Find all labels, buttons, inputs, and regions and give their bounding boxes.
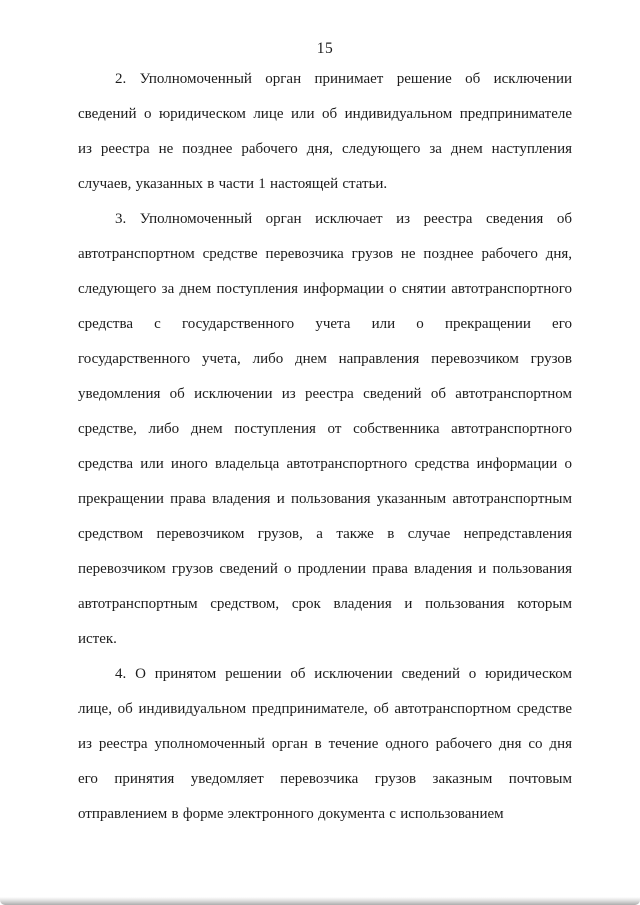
paragraph: [78, 657, 572, 832]
document-line: перевозчиком грузов сведений о продлении права владения и пользования: [78, 561, 572, 577]
document-line: отправлением в форме электронного документа с использованием: [78, 806, 504, 822]
document-line: лице, об индивидуальном предпринимателе, об автотранспортном средстве: [78, 701, 572, 717]
document-line: из реестра не позднее рабочего дня, следующего за днем наступления: [78, 141, 572, 157]
document-line: средства с государственного учета или о прекращении его: [78, 316, 572, 332]
page-number: 15: [316, 40, 334, 57]
document-line: из реестра уполномоченный орган в течение одного рабочего дня со дня: [78, 736, 572, 752]
document-line: средстве, либо днем поступления от собственника автотранспортного: [78, 421, 572, 437]
document-line: истек.: [78, 631, 117, 647]
document-line: случаев, указанных в части 1 настоящей статьи.: [78, 176, 388, 192]
document-line: его принятия уведомляет перевозчика грузов заказным почтовым: [78, 771, 572, 787]
page-bottom-shadow: [0, 897, 640, 905]
document-line: 3. Уполномоченный орган исключает из реестра сведения об: [115, 211, 572, 227]
document-line: средства или иного владельца автотранспортного средства информации о: [78, 456, 572, 472]
document-line: средством перевозчиком грузов, а также в случае непредставления: [78, 526, 572, 542]
document-line: 4. О принятом решении об исключении сведений о юридическом: [115, 666, 572, 682]
document-line: следующего за днем поступления информации о снятии автотранспортного: [78, 281, 572, 297]
document-line: сведений о юридическом лице или об индивидуальном предпринимателе: [78, 106, 572, 122]
document-line: уведомления об исключении из реестра сведений об автотранспортном: [78, 386, 572, 402]
paragraph: [78, 202, 572, 657]
document-line: государственного учета, либо днем направления перевозчиком грузов: [78, 351, 572, 367]
paragraph: [78, 62, 572, 202]
document-body: [78, 62, 572, 832]
document-line: прекращении права владения и пользования указанным автотранспортным: [78, 491, 572, 507]
document-line: 2. Уполномоченный орган принимает решение об исключении: [115, 71, 572, 87]
document-line: автотранспортном средстве перевозчика грузов не позднее рабочего дня,: [78, 246, 572, 262]
document-line: автотранспортным средством, срок владения и пользования которым: [78, 596, 572, 612]
